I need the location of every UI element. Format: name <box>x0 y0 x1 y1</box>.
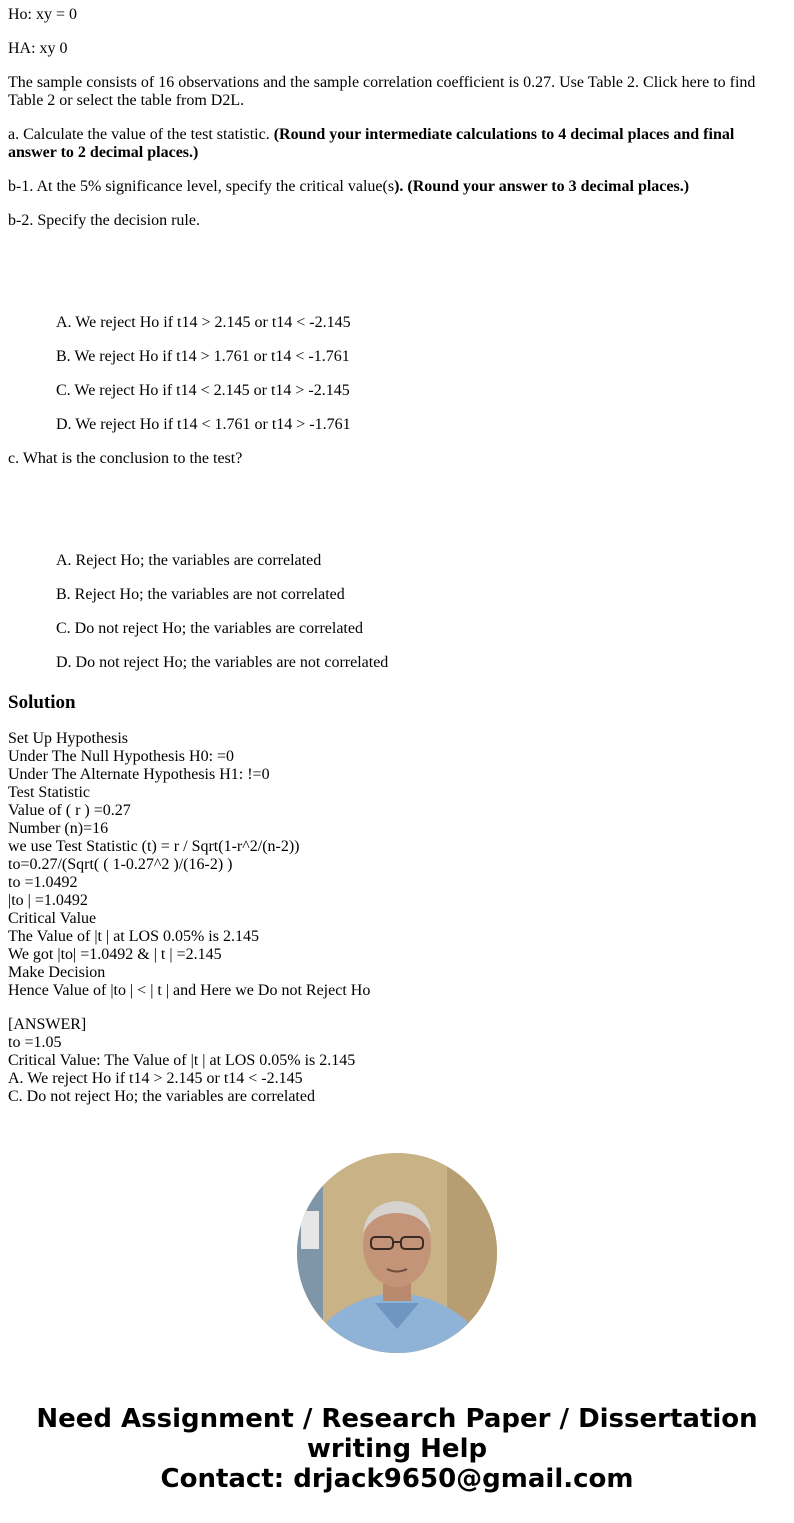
answer-line: [ANSWER] <box>8 1016 87 1033</box>
solution-line: We got |to| =1.0492 & | t | =2.145 <box>8 946 222 963</box>
answer-line: Critical Value: The Value of |t | at LOS 0.05% is 2.145 <box>8 1052 356 1069</box>
part-a <box>8 126 778 162</box>
b2-option-b: B. We reject Ho if t14 > 1.761 or t14 < -1.761 <box>56 348 350 365</box>
question-section <box>8 6 778 688</box>
solution-line: to =1.0492 <box>8 874 78 891</box>
solution-body <box>8 730 778 1000</box>
solution-line: Value of ( r ) =0.27 <box>8 802 131 819</box>
question-intro: The sample consists of 16 observations and the sample correlation coefficient is 0.27. Use Table 2. Click here to find Table 2 or select the table from D2L. <box>8 74 756 109</box>
alternate-hypothesis: HA: xy 0 <box>8 40 68 57</box>
answer-line: A. We reject Ho if t14 > 2.145 or t14 < -2.145 <box>8 1070 303 1087</box>
b2-option-a: A. We reject Ho if t14 > 2.145 or t14 < -2.145 <box>56 314 351 331</box>
c-option-d: D. Do not reject Ho; the variables are not correlated <box>56 654 389 671</box>
part-b2: b-2. Specify the decision rule. <box>8 212 200 229</box>
author-portrait-icon <box>297 1153 497 1353</box>
null-hypothesis: Ho: xy = 0 <box>8 6 78 23</box>
b2-option-d: D. We reject Ho if t14 < 1.761 or t14 > -1.761 <box>56 416 351 433</box>
solution-line: Test Statistic <box>8 784 90 801</box>
solution-line: Number (n)=16 <box>8 820 109 837</box>
solution-line: The Value of |t | at LOS 0.05% is 2.145 <box>8 928 259 945</box>
solution-line: Set Up Hypothesis <box>8 730 128 747</box>
c-option-c: C. Do not reject Ho; the variables are correlated <box>56 620 363 637</box>
c-option-b: B. Reject Ho; the variables are not correlated <box>56 586 345 603</box>
solution-line: Critical Value <box>8 910 97 927</box>
author-avatar <box>297 1153 497 1353</box>
part-b1 <box>8 178 778 196</box>
answer-block <box>8 1016 778 1106</box>
solution-line: |to | =1.0492 <box>8 892 88 909</box>
solution-line: Hence Value of |to | < | t | and Here we Do not Reject Ho <box>8 982 371 999</box>
solution-heading: Solution <box>8 692 76 713</box>
part-c: c. What is the conclusion to the test? <box>8 450 243 467</box>
solution-line: Make Decision <box>8 964 106 981</box>
promo-line: Need Assignment / Research Paper / Dissertation <box>36 1404 758 1434</box>
c-option-a: A. Reject Ho; the variables are correlated <box>56 552 322 569</box>
answer-line: C. Do not reject Ho; the variables are correlated <box>8 1088 315 1105</box>
part-b1-instruction: ). (Round your answer to 3 decimal places.) <box>394 178 690 195</box>
answer-line: to =1.05 <box>8 1034 62 1051</box>
part-a-instruction: (Round your intermediate calculations to 4 decimal places and final answer to 2 decimal places.) <box>8 126 735 161</box>
solution-line: Under The Alternate Hypothesis H1: !=0 <box>8 766 270 783</box>
promo-contact: Contact: drjack9650@gmail.com <box>160 1464 634 1494</box>
promo-line: writing Help <box>306 1434 488 1464</box>
solution-line: Under The Null Hypothesis H0: =0 <box>8 748 235 765</box>
solution-line: to=0.27/(Sqrt( ( 1-0.27^2 )/(16-2) ) <box>8 856 233 873</box>
promo-banner <box>0 1404 794 1494</box>
solution-section <box>8 692 778 1106</box>
spacer <box>8 484 778 552</box>
part-a-text: a. Calculate the value of the test statistic. <box>8 126 274 143</box>
solution-line: we use Test Statistic (t) = r / Sqrt(1-r^2/(n-2)) <box>8 838 300 855</box>
b2-option-c: C. We reject Ho if t14 < 2.145 or t14 > -2.145 <box>56 382 350 399</box>
part-b1-text: b-1. At the 5% significance level, specify the critical value(s <box>8 178 395 195</box>
spacer <box>8 246 778 314</box>
